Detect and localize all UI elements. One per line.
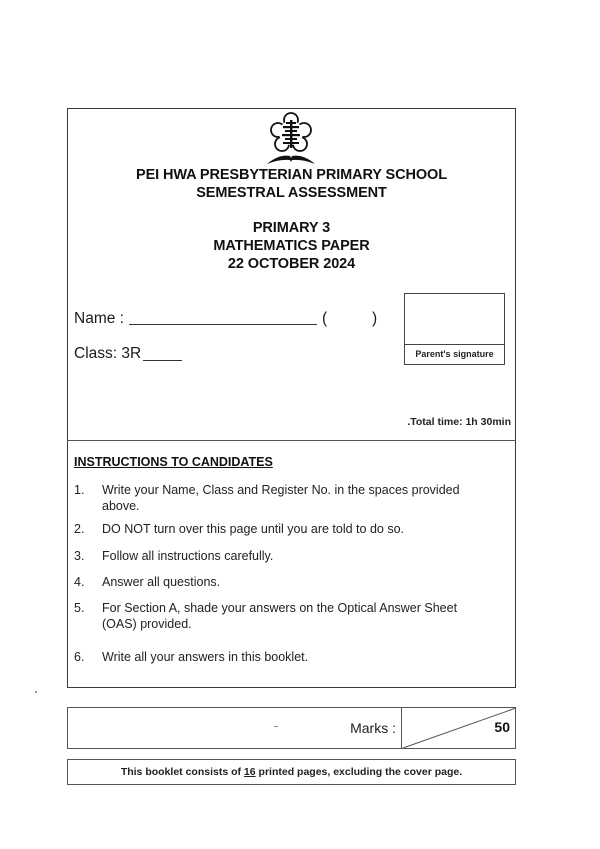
parent-signature-box[interactable] [404,293,505,365]
instruction-number: 1. [74,483,85,497]
parent-signature-label: Parent's signature [405,344,504,364]
page-count-suffix: printed pages, excluding the cover page. [255,766,463,778]
page-count-number: 16 [243,766,256,778]
instruction-number: 6. [74,650,85,664]
assessment-title: SEMESTRAL ASSESSMENT [196,185,387,201]
marks-box [67,707,516,749]
section-divider [67,440,516,441]
level-title: PRIMARY 3 [252,220,331,236]
instruction-number: 3. [74,549,85,563]
name-field[interactable] [129,310,317,325]
register-open-paren: ( [322,310,328,327]
instruction-text: For Section A, shade your answers on the Optical Answer Sheet (OAS) provided. [102,601,458,631]
subject-title: MATHEMATICS PAPER [213,238,370,254]
instruction-text: Write all your answers in this booklet. [102,650,309,664]
marks-total: 50 [494,719,510,735]
instructions-title: INSTRUCTIONS TO CANDIDATES [74,455,273,469]
class-field[interactable] [143,346,182,361]
instruction-text: Answer all questions. [102,575,221,589]
school-name: PEI HWA PRESBYTERIAN PRIMARY SCHOOL [136,167,447,183]
scan-artifact [274,726,278,727]
total-time: .Total time: 1h 30min [407,416,511,428]
marks-label: Marks : [350,720,396,736]
marks-score-cell[interactable] [401,707,516,749]
instruction-number: 5. [74,601,85,615]
class-label: Class: 3R [74,345,142,362]
instruction-text: Write your Name, Class and Register No. in the spaces provided above. [102,483,460,513]
instruction-text: DO NOT turn over this page until you are told to do so. [102,522,405,536]
exam-date: 22 OCTOBER 2024 [227,256,356,272]
page-count-notice [67,759,516,785]
scan-artifact [35,691,37,693]
register-close-paren: ) [372,310,378,327]
instruction-number: 2. [74,522,85,536]
school-crest-icon [264,112,318,166]
instruction-number: 4. [74,575,85,589]
name-label: Name : [74,310,124,327]
instruction-text: Follow all instructions carefully. [102,549,274,563]
page-count-prefix: This booklet consists of [120,766,244,778]
register-number-field[interactable] [330,310,370,324]
